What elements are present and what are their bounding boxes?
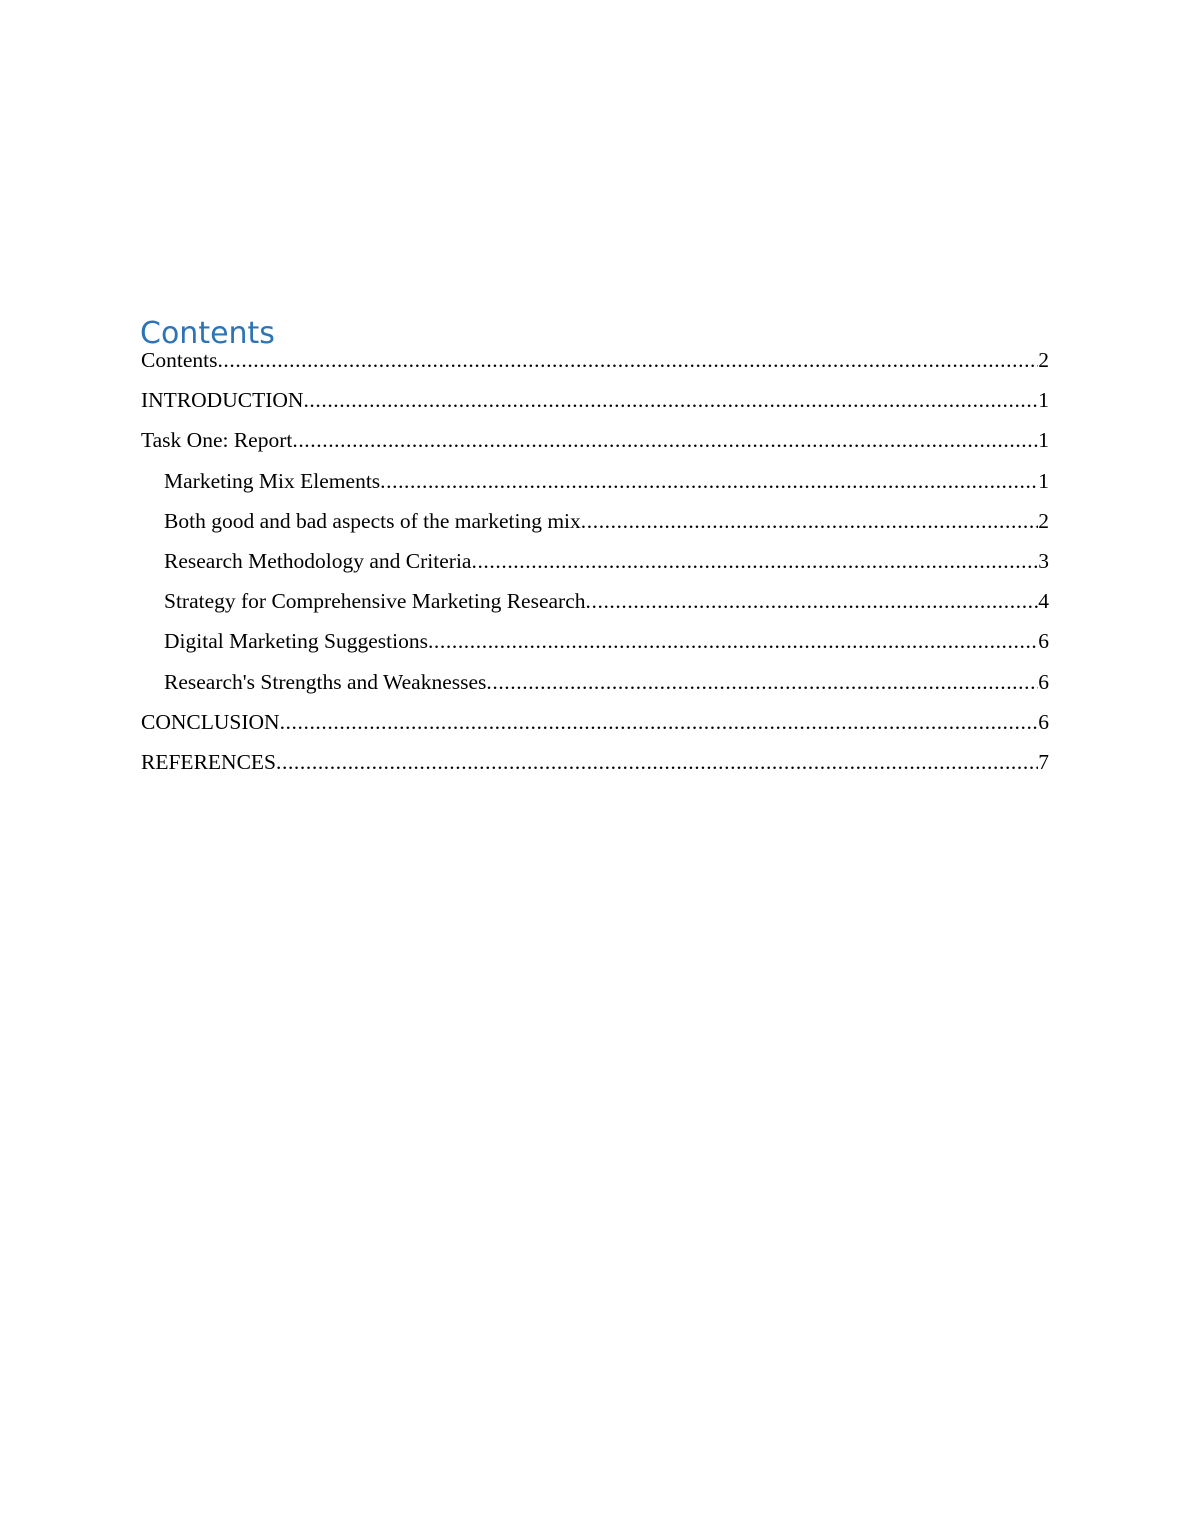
toc-entry-label: Research's Strengths and Weaknesses xyxy=(164,669,487,694)
toc-dot-leader xyxy=(581,509,1038,534)
toc-page-number: 6 xyxy=(1038,669,1049,694)
toc-dot-leader xyxy=(292,428,1038,453)
toc-heading: Contents xyxy=(140,316,275,351)
toc-entry-digital-marketing-suggestions[interactable] xyxy=(141,629,1049,669)
toc-entry-label: Marketing Mix Elements xyxy=(164,468,381,493)
toc-entry-label: Strategy for Comprehensive Marketing Research xyxy=(164,589,586,614)
toc-dot-leader xyxy=(280,710,1039,735)
toc-list xyxy=(141,348,1049,790)
toc-dot-leader xyxy=(486,670,1038,695)
toc-entry-contents[interactable] xyxy=(141,348,1049,388)
toc-entry-task-one-report[interactable] xyxy=(141,428,1049,468)
toc-page-number: 2 xyxy=(1038,508,1049,533)
toc-entry-references[interactable] xyxy=(141,750,1049,790)
toc-entry-label: Task One: Report xyxy=(141,428,293,453)
toc-dot-leader xyxy=(380,469,1038,494)
toc-dot-leader xyxy=(428,629,1038,654)
toc-entry-marketing-mix-elements[interactable] xyxy=(141,469,1049,509)
toc-page-number: 1 xyxy=(1038,428,1049,453)
toc-page-number: 1 xyxy=(1038,388,1049,413)
toc-entry-label: REFERENCES xyxy=(141,749,276,774)
toc-page-number: 7 xyxy=(1038,749,1049,774)
toc-entry-conclusion[interactable] xyxy=(141,710,1049,750)
toc-entry-research-methodology[interactable] xyxy=(141,549,1049,589)
toc-entry-label: INTRODUCTION xyxy=(141,388,304,413)
toc-page-number: 3 xyxy=(1038,548,1049,573)
toc-dot-leader xyxy=(586,589,1039,614)
toc-page-number: 6 xyxy=(1038,629,1049,654)
toc-entry-strengths-weaknesses[interactable] xyxy=(141,670,1049,710)
toc-entry-label: CONCLUSION xyxy=(141,709,280,734)
toc-entry-label: Research Methodology and Criteria xyxy=(164,548,472,573)
toc-entry-label: Digital Marketing Suggestions xyxy=(164,629,428,654)
toc-page-number: 2 xyxy=(1038,348,1049,372)
toc-entry-label: Contents xyxy=(141,348,218,372)
toc-dot-leader xyxy=(303,388,1038,413)
toc-dot-leader xyxy=(217,348,1038,373)
toc-entry-marketing-research-strategy[interactable] xyxy=(141,589,1049,629)
toc-page-number: 6 xyxy=(1038,709,1049,734)
toc-dot-leader xyxy=(276,750,1038,775)
toc-dot-leader xyxy=(471,549,1038,574)
toc-entry-introduction[interactable] xyxy=(141,388,1049,428)
toc-entry-good-bad-aspects[interactable] xyxy=(141,509,1049,549)
table-of-contents xyxy=(141,314,1049,790)
toc-page-number: 4 xyxy=(1038,589,1049,614)
toc-page-number: 1 xyxy=(1038,468,1049,493)
toc-entry-label: Both good and bad aspects of the marketing mix xyxy=(164,508,581,533)
